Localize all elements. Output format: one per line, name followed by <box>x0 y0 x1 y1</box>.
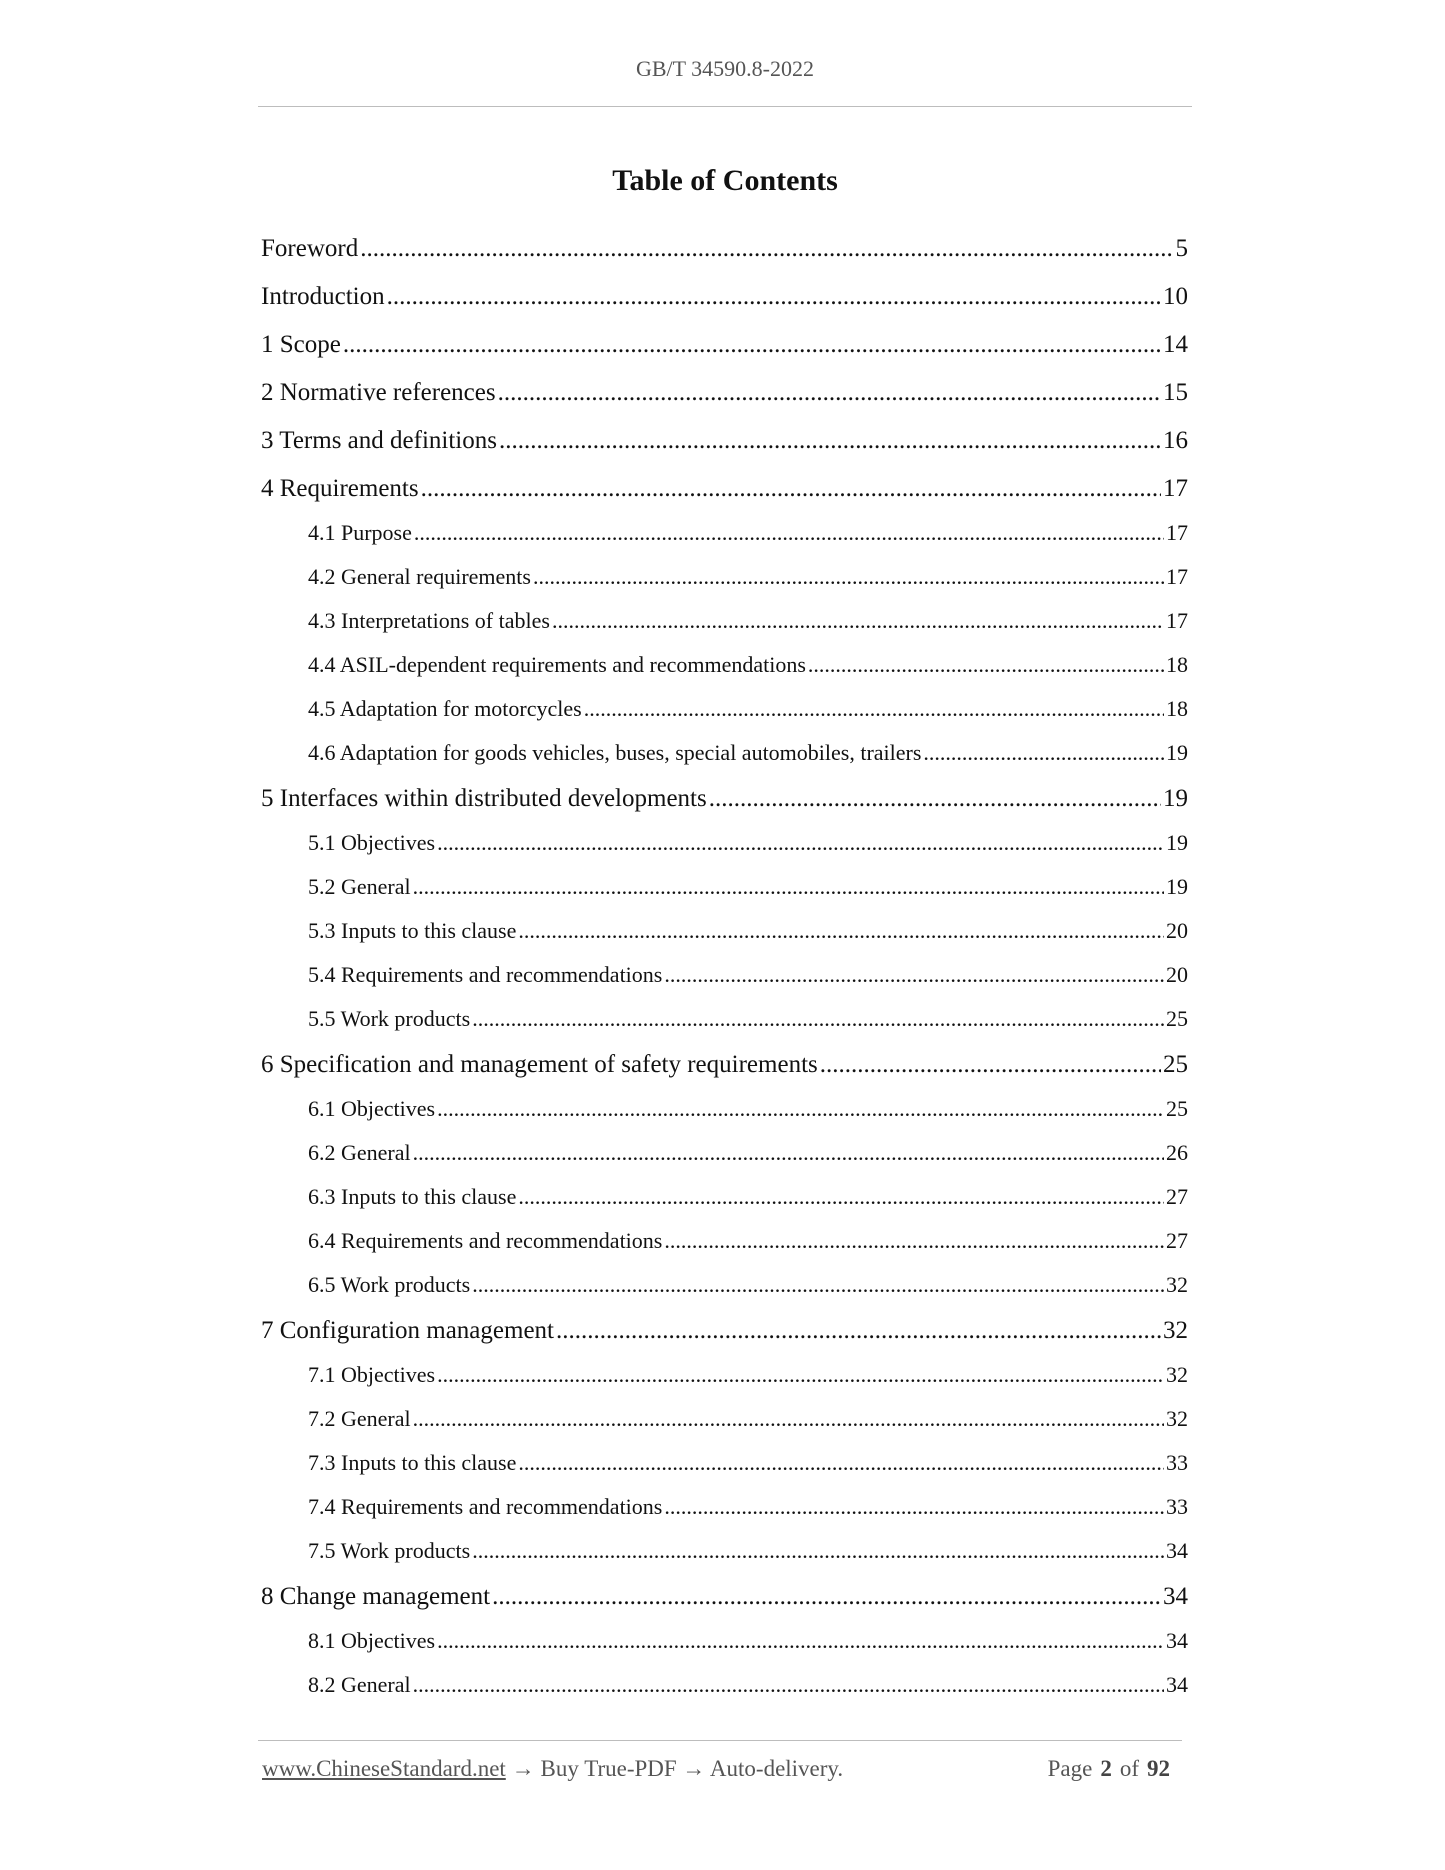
toc-entry-label: 5.4 Requirements and recommendations <box>308 962 663 987</box>
website-link[interactable]: www.ChineseStandard.net <box>262 1756 506 1781</box>
toc-entry[interactable] <box>261 1307 1188 1355</box>
toc-entry[interactable] <box>261 775 1188 823</box>
toc-dot-leader <box>664 1219 1164 1263</box>
toc-entry[interactable] <box>261 953 1188 997</box>
toc-entry-page: 27 <box>1166 1184 1188 1209</box>
toc-entry-page: 32 <box>1166 1362 1188 1387</box>
toc-entry[interactable] <box>261 1663 1188 1707</box>
toc-entry-label: 4.6 Adaptation for goods vehicles, buses, special automobiles, trailers <box>308 740 922 765</box>
toc-entry[interactable] <box>261 1353 1188 1397</box>
toc-entry-page: 15 <box>1163 379 1188 406</box>
toc-entry-page: 20 <box>1166 962 1188 987</box>
toc-dot-leader <box>664 1485 1164 1529</box>
toc-entry-label: 3 Terms and definitions <box>261 427 497 454</box>
toc-entry-page: 25 <box>1166 1096 1188 1121</box>
toc-entry-label: 5 Interfaces within distributed developments <box>261 785 707 812</box>
toc-entry[interactable] <box>261 1219 1188 1263</box>
toc-entry-label: Foreword <box>261 235 359 262</box>
toc-entry-page: 16 <box>1163 427 1188 454</box>
toc-entry-page: 25 <box>1163 1051 1188 1078</box>
toc-dot-leader <box>387 273 1161 321</box>
page-label: Page <box>1047 1756 1093 1781</box>
page-number <box>1048 1756 1178 1782</box>
footer-divider <box>258 1740 1182 1741</box>
toc-entry-label: 4.2 General requirements <box>308 564 531 589</box>
toc-dot-leader <box>472 1529 1164 1573</box>
toc-entry-page: 5 <box>1175 235 1188 262</box>
toc-entry-page: 17 <box>1163 475 1188 502</box>
toc-entry-page: 25 <box>1166 1006 1188 1031</box>
toc-dot-leader <box>820 1041 1161 1089</box>
toc-entry[interactable] <box>261 1087 1188 1131</box>
toc-entry-label: Introduction <box>261 283 385 310</box>
toc-entry-label: 6 Specification and management of safety requirements <box>261 1051 818 1078</box>
toc-dot-leader <box>498 369 1161 417</box>
toc-entry-label: 6.5 Work products <box>308 1272 471 1297</box>
toc-dot-leader <box>413 1397 1164 1441</box>
header-divider <box>258 106 1192 107</box>
toc-entry[interactable] <box>261 1175 1188 1219</box>
toc-dot-leader <box>414 511 1164 555</box>
toc-entry[interactable] <box>261 511 1188 555</box>
toc-entry-label: 8 Change management <box>261 1583 491 1610</box>
toc-entry-page: 19 <box>1163 785 1188 812</box>
toc-dot-leader <box>709 775 1161 823</box>
toc-entry-page: 33 <box>1166 1450 1188 1475</box>
toc-entry-label: 6.4 Requirements and recommendations <box>308 1228 663 1253</box>
toc-entry-label: 7.2 General <box>308 1406 411 1431</box>
toc-entry-label: 5.3 Inputs to this clause <box>308 918 517 943</box>
toc-dot-leader <box>472 997 1164 1041</box>
toc-title: Table of Contents <box>612 164 838 197</box>
toc-entry-label: 6.2 General <box>308 1140 411 1165</box>
toc-entry[interactable] <box>261 321 1188 369</box>
toc-entry-label: 4 Requirements <box>261 475 419 502</box>
toc-entry[interactable] <box>261 1485 1188 1529</box>
toc-dot-leader <box>343 321 1161 369</box>
toc-entry-label: 6.1 Objectives <box>308 1096 436 1121</box>
toc-entry-page: 19 <box>1166 874 1188 899</box>
toc-entry-page: 18 <box>1166 652 1188 677</box>
toc-entry-label: 8.2 General <box>308 1672 411 1697</box>
toc-entry[interactable] <box>261 687 1188 731</box>
toc-entry[interactable] <box>261 1041 1188 1089</box>
footer-promo <box>262 1756 843 1782</box>
toc-entry[interactable] <box>261 1397 1188 1441</box>
toc-entry-label: 6.3 Inputs to this clause <box>308 1184 517 1209</box>
toc-entry[interactable] <box>261 1263 1188 1307</box>
toc-entry-page: 10 <box>1163 283 1188 310</box>
toc-entry[interactable] <box>261 555 1188 599</box>
page-footer <box>262 1756 1178 1788</box>
toc-dot-leader <box>556 1307 1161 1355</box>
toc-entry-page: 34 <box>1163 1583 1188 1610</box>
toc-dot-leader <box>437 1087 1164 1131</box>
toc-entry[interactable] <box>261 997 1188 1041</box>
toc-entry-page: 32 <box>1163 1317 1188 1344</box>
toc-entry[interactable] <box>261 1529 1188 1573</box>
toc-dot-leader <box>664 953 1164 997</box>
toc-dot-leader <box>360 225 1173 273</box>
toc-entry[interactable] <box>261 643 1188 687</box>
toc-dot-leader <box>472 1263 1164 1307</box>
toc-entry[interactable] <box>261 599 1188 643</box>
toc-dot-leader <box>518 1175 1164 1219</box>
toc-list <box>261 225 1188 1707</box>
toc-dot-leader <box>413 1131 1164 1175</box>
toc-entry[interactable] <box>261 417 1188 465</box>
toc-dot-leader <box>533 555 1164 599</box>
toc-dot-leader <box>518 909 1164 953</box>
toc-entry-label: 4.4 ASIL-dependent requirements and recommendations <box>308 652 806 677</box>
toc-dot-leader <box>584 687 1164 731</box>
toc-entry-page: 34 <box>1166 1672 1188 1697</box>
toc-entry-page: 19 <box>1166 830 1188 855</box>
toc-dot-leader <box>437 821 1164 865</box>
toc-dot-leader <box>499 417 1161 465</box>
toc-dot-leader <box>413 1663 1164 1707</box>
toc-entry-page: 14 <box>1163 331 1188 358</box>
footer-tagline: → Buy True-PDF → Auto-delivery. <box>511 1756 844 1781</box>
toc-entry[interactable] <box>261 369 1188 417</box>
toc-entry-page: 34 <box>1166 1538 1188 1563</box>
toc-entry-page: 17 <box>1166 608 1188 633</box>
toc-entry[interactable] <box>261 273 1188 321</box>
toc-entry-label: 7.4 Requirements and recommendations <box>308 1494 663 1519</box>
page-total: 92 <box>1147 1756 1170 1781</box>
toc-entry-label: 4.3 Interpretations of tables <box>308 608 550 633</box>
page-of: of <box>1119 1756 1139 1781</box>
toc-entry-label: 8.1 Objectives <box>308 1628 436 1653</box>
toc-entry[interactable] <box>261 225 1188 273</box>
toc-entry-label: 7.3 Inputs to this clause <box>308 1450 517 1475</box>
toc-entry-page: 18 <box>1166 696 1188 721</box>
toc-entry-label: 5.2 General <box>308 874 411 899</box>
page-current: 2 <box>1100 1756 1112 1781</box>
toc-entry-page: 32 <box>1166 1272 1188 1297</box>
toc-entry-label: 4.1 Purpose <box>308 520 412 545</box>
toc-entry[interactable] <box>261 1441 1188 1485</box>
toc-entry-page: 32 <box>1166 1406 1188 1431</box>
toc-entry-label: 5.5 Work products <box>308 1006 471 1031</box>
toc-entry-label: 5.1 Objectives <box>308 830 436 855</box>
toc-dot-leader <box>808 643 1164 687</box>
toc-entry-label: 4.5 Adaptation for motorcycles <box>308 696 582 721</box>
toc-dot-leader <box>552 599 1164 643</box>
toc-entry-page: 20 <box>1166 918 1188 943</box>
toc-entry-label: 7.5 Work products <box>308 1538 471 1563</box>
toc-entry-page: 17 <box>1166 564 1188 589</box>
toc-entry-page: 19 <box>1166 740 1188 765</box>
toc-dot-leader <box>437 1619 1164 1663</box>
toc-dot-leader <box>923 731 1164 775</box>
toc-dot-leader <box>437 1353 1164 1397</box>
toc-dot-leader <box>413 865 1164 909</box>
toc-dot-leader <box>518 1441 1164 1485</box>
toc-entry[interactable] <box>261 1131 1188 1175</box>
toc-entry-label: 7 Configuration management <box>261 1317 554 1344</box>
document-id-header: GB/T 34590.8-2022 <box>635 56 815 81</box>
toc-entry-page: 34 <box>1166 1628 1188 1653</box>
toc-entry[interactable] <box>261 1573 1188 1621</box>
toc-entry[interactable] <box>261 731 1188 775</box>
toc-entry[interactable] <box>261 865 1188 909</box>
toc-entry-page: 17 <box>1166 520 1188 545</box>
toc-entry-label: 1 Scope <box>261 331 341 358</box>
toc-entry[interactable] <box>261 1619 1188 1663</box>
toc-entry-page: 27 <box>1166 1228 1188 1253</box>
toc-dot-leader <box>492 1573 1161 1621</box>
toc-entry-label: 7.1 Objectives <box>308 1362 436 1387</box>
toc-dot-leader <box>421 465 1161 513</box>
toc-entry-page: 26 <box>1166 1140 1188 1165</box>
toc-entry[interactable] <box>261 465 1188 513</box>
toc-entry-label: 2 Normative references <box>261 379 496 406</box>
toc-entry-page: 33 <box>1166 1494 1188 1519</box>
toc-entry[interactable] <box>261 821 1188 865</box>
toc-entry[interactable] <box>261 909 1188 953</box>
